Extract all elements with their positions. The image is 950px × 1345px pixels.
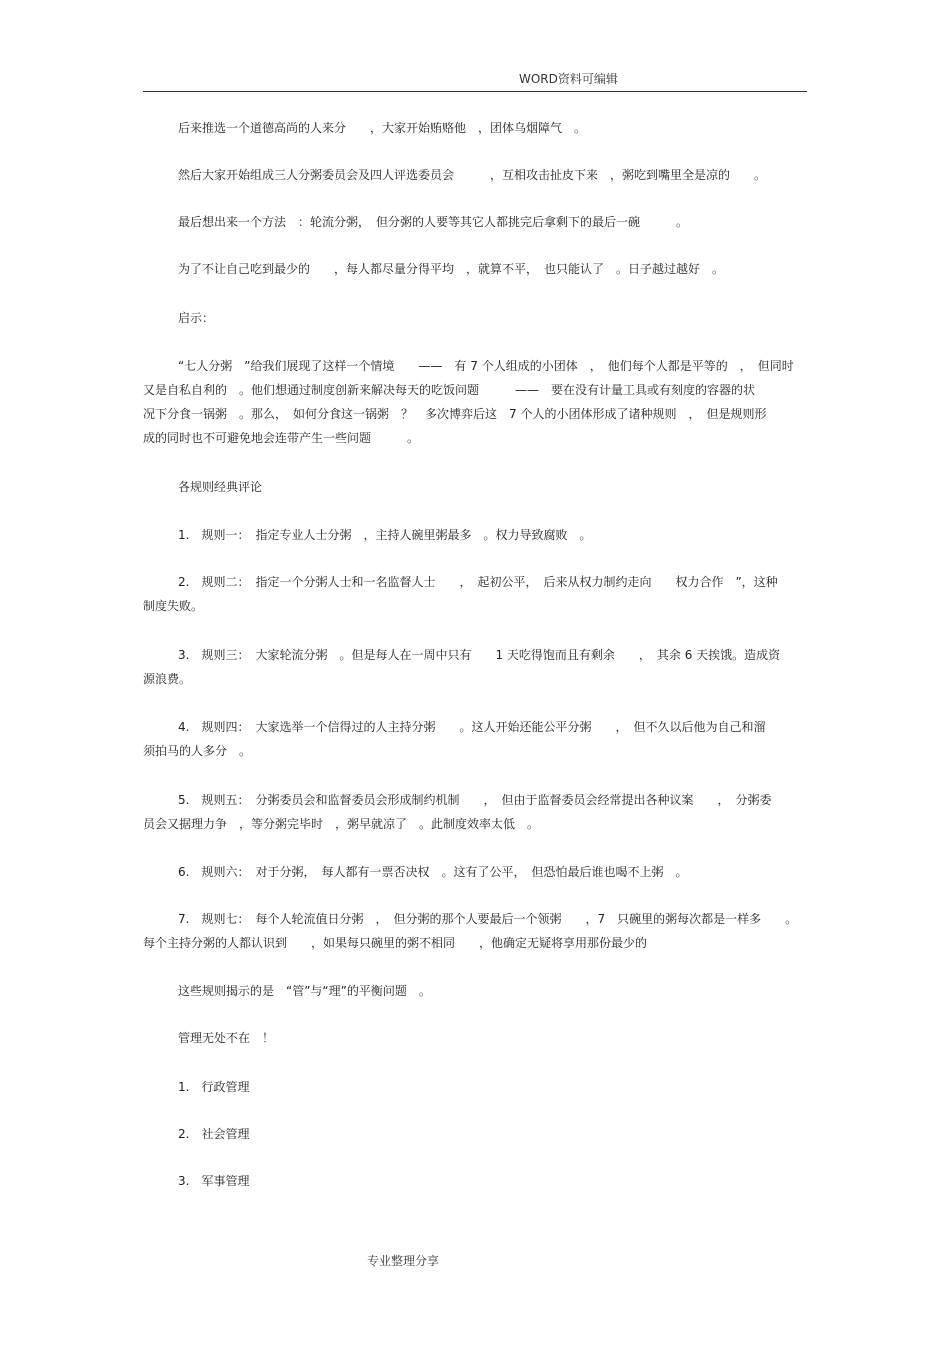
list-item: 3. 军事管理 bbox=[178, 1174, 250, 1188]
rule-4-line-1: 4. 规则四： 大家选举一个信得过的人主持分粥 。这人开始还能公平分粥 ， 但不久以后他为自己和溜 bbox=[178, 720, 766, 734]
rule-6: 6. 规则六： 对于分粥， 每人都有一票否决权 。这有了公平， 但恐怕最后谁也喝不上粥 。 bbox=[178, 865, 688, 879]
rule-4-line-2: 须拍马的人多分 。 bbox=[143, 744, 252, 758]
paragraph-2: 然后大家开始组成三人分粥委员会及四人评选委员会 ，互相攻击扯皮下来 ，粥吃到嘴里全是凉的 。 bbox=[178, 168, 767, 182]
page-footer: 专业整理分享 bbox=[367, 1254, 440, 1268]
rule-5-line-1: 5. 规则五： 分粥委员会和监督委员会形成制约机制 ， 但由于监督委员会经常提出各种议案 ， 分粥委 bbox=[178, 793, 772, 807]
header-title: WORD资料可编辑 bbox=[519, 72, 618, 86]
paragraph-3: 最后想出来一个方法 ：轮流分粥， 但分粥的人要等其它人都挑完后拿剩下的最后一碗 。 bbox=[178, 215, 689, 229]
insight-heading: 启示： bbox=[178, 311, 215, 325]
insight-line-4: 成的同时也不可避免地会连带产生一些问题 。 bbox=[143, 431, 420, 445]
insight-line-1: “七人分粥 ”给我们展现了这样一个情境 —— 有 7 个人组成的小团体 ， 他们每个人都是平等的 ， 但同时 bbox=[178, 359, 794, 373]
rule-2-line-1: 2. 规则二： 指定一个分粥人士和一名监督人士 ， 起初公平， 后来从权力制约走向 权力合作 ”，这种 bbox=[178, 575, 778, 589]
rule-7-line-2: 每个主持分粥的人都认识到 ，如果每只碗里的粥不相同 ，他确定无疑将享用那份最少的 bbox=[143, 936, 648, 950]
rules-heading: 各规则经典评论 bbox=[178, 480, 263, 494]
insight-line-3: 况下分食一锅粥 。那么， 如何分食这一锅粥 ？ 多次博弈后这 7 个人的小团体形成了诸种规则 ， 但是规则形 bbox=[143, 407, 767, 421]
rule-1: 1. 规则一： 指定专业人士分粥 ，主持人碗里粥最多 。权力导致腐败 。 bbox=[178, 528, 592, 542]
rule-3-line-1: 3. 规则三： 大家轮流分粥 。但是每人在一周中只有 1 天吃得饱而且有剩余 ， 其余 6 天挨饿。造成资 bbox=[178, 648, 781, 662]
page-header bbox=[143, 68, 807, 92]
insight-line-2: 又是自私自利的 。他们想通过制度创新来解决每天的吃饭问题 —— 要在没有计量工具或有刻度的容器的状 bbox=[143, 383, 756, 397]
paragraph-1: 后来推选一个道德高尚的人来分 ，大家开始贿赂他 ，团体乌烟障气 。 bbox=[178, 121, 587, 135]
rule-2-line-2: 制度失败。 bbox=[143, 599, 204, 613]
list-item: 2. 社会管理 bbox=[178, 1127, 250, 1141]
rule-5-line-2: 员会又据理力争 ，等分粥完毕时 ，粥早就凉了 。此制度效率太低 。 bbox=[143, 817, 540, 831]
rule-3-line-2: 源浪费。 bbox=[143, 672, 192, 686]
paragraph-balance: 这些规则揭示的是 “管”与“理”的平衡问题 。 bbox=[178, 984, 431, 998]
rule-7-line-1: 7. 规则七： 每个人轮流值日分粥 ， 但分粥的那个人要最后一个领粥 ，7 只碗里的粥每次都是一样多 。 bbox=[178, 912, 798, 926]
paragraph-4: 为了不让自己吃到最少的 ，每人都尽量分得平均 ，就算不平， 也只能认了 。日子越过越好 。 bbox=[178, 262, 725, 276]
paragraph-management: 管理无处不在 ！ bbox=[178, 1031, 275, 1045]
list-item: 1. 行政管理 bbox=[178, 1080, 250, 1094]
